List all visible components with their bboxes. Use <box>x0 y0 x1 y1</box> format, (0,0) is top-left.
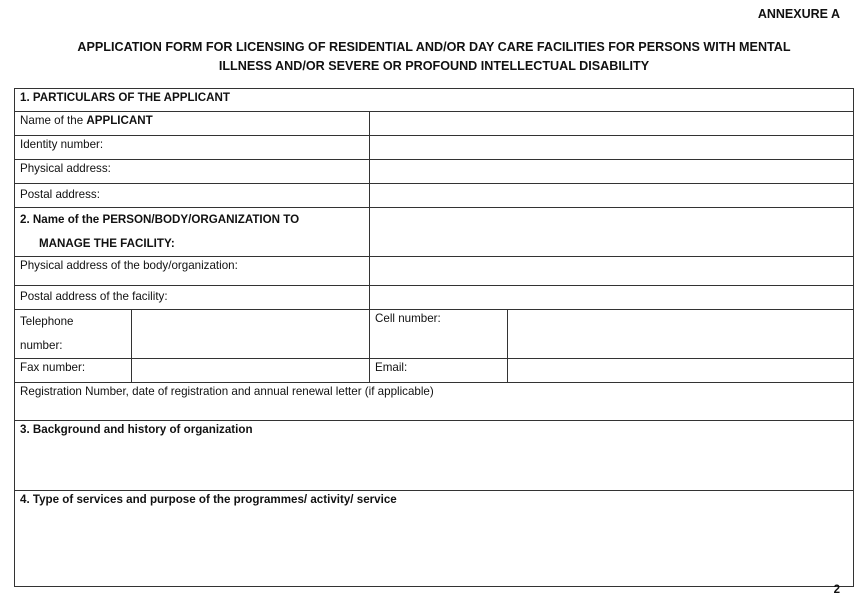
facility-postal-field[interactable] <box>370 286 854 310</box>
body-physical-row <box>15 257 854 286</box>
body-physical-label: Physical address of the body/organization: <box>15 257 370 286</box>
physical-address-label: Physical address: <box>15 160 370 184</box>
services-field[interactable] <box>15 491 854 587</box>
identity-field[interactable] <box>370 136 854 160</box>
registration-label: Registration Number, date of registration and annual renewal letter (if applicable) <box>20 385 434 398</box>
physical-address-field[interactable] <box>370 160 854 184</box>
applicant-name-row <box>15 112 854 136</box>
section1-heading: 1. PARTICULARS OF THE APPLICANT <box>15 89 854 112</box>
applicant-name-label: Name of the APPLICANT <box>15 112 370 136</box>
registration-row <box>15 383 854 421</box>
facility-postal-label: Postal address of the facility: <box>15 286 370 310</box>
postal-address-label: Postal address: <box>15 184 370 208</box>
telephone-row <box>15 310 854 359</box>
identity-label: Identity number: <box>15 136 370 160</box>
background-field[interactable] <box>15 421 854 491</box>
cell-field[interactable] <box>508 310 854 359</box>
fax-field[interactable] <box>132 359 370 383</box>
fax-label: Fax number: <box>15 359 132 383</box>
section4-row <box>15 491 854 587</box>
section4-heading: 4. Type of services and purpose of the programmes/ activity/ service <box>20 493 397 506</box>
postal-address-row <box>15 184 854 208</box>
section1-row <box>15 89 854 112</box>
annexure-label: ANNEXURE A <box>757 7 840 21</box>
application-form-table <box>14 88 854 587</box>
cell-label: Cell number: <box>370 310 508 359</box>
postal-address-field[interactable] <box>370 184 854 208</box>
email-field[interactable] <box>508 359 854 383</box>
email-label: Email: <box>370 359 508 383</box>
organization-name-field[interactable] <box>370 208 854 257</box>
applicant-name-field[interactable] <box>370 112 854 136</box>
telephone-label: Telephone number: <box>15 310 132 359</box>
section2-label: 2. Name of the PERSON/BODY/ORGANIZATION TO MANAGE THE FACILITY: <box>15 208 370 257</box>
form-title <box>0 38 868 76</box>
body-physical-field[interactable] <box>370 257 854 286</box>
section3-heading: 3. Background and history of organization <box>20 423 253 436</box>
registration-field[interactable] <box>15 383 854 421</box>
section3-row <box>15 421 854 491</box>
telephone-field[interactable] <box>132 310 370 359</box>
page-number: 2 <box>833 584 840 596</box>
physical-address-row <box>15 160 854 184</box>
facility-postal-row <box>15 286 854 310</box>
title-line-2: ILLNESS AND/OR SEVERE OR PROFOUND INTELLECTUAL DISABILITY <box>218 59 650 73</box>
identity-row <box>15 136 854 160</box>
section2-row <box>15 208 854 257</box>
fax-row <box>15 359 854 383</box>
title-line-1: APPLICATION FORM FOR LICENSING OF RESIDENTIAL AND/OR DAY CARE FACILITIES FOR PERSONS WITH MENTAL <box>77 40 791 54</box>
